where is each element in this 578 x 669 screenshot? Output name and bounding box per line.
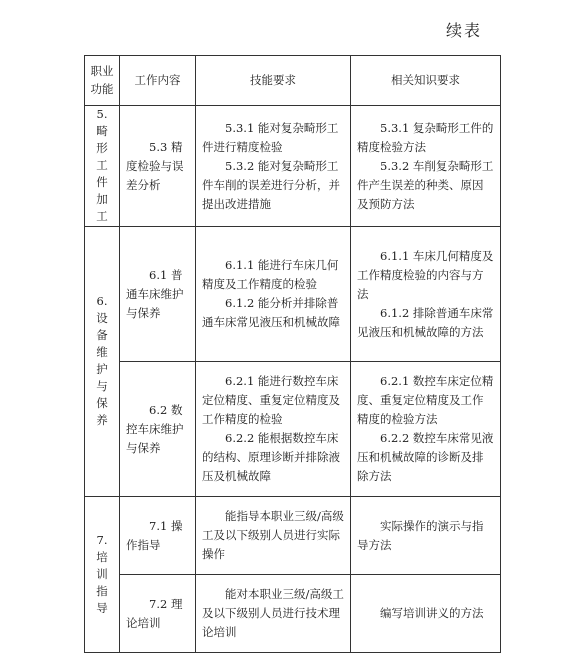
knowledge-cell (351, 575, 501, 653)
header-content: 工作内容 (120, 56, 196, 106)
knowledge-item: 6.2.1 数控车床定位精度、重复定位精度及工作精度的检验方法 (357, 374, 494, 426)
table-row (85, 227, 501, 362)
content-cell: 6.2 数控车床维护与保养 (120, 362, 196, 497)
table-row (85, 362, 501, 497)
knowledge-cell (351, 362, 501, 497)
table-row (85, 575, 501, 653)
knowledge-cell (351, 497, 501, 575)
table-row (85, 106, 501, 227)
content-cell: 6.1 普通车床维护与保养 (120, 227, 196, 362)
content-cell: 7.1 操作指导 (120, 497, 196, 575)
function-cell: 6. 设备维护与保养 (85, 227, 120, 497)
header-knowledge: 相关知识要求 (351, 56, 501, 106)
knowledge-cell (351, 106, 501, 227)
skill-item: 能对本职业三级/高级工及以下级别人员进行技术理论培训 (202, 587, 344, 639)
function-cell: 5. 畸形工件加工 (85, 106, 120, 227)
continued-table-label: 续表 (445, 21, 482, 40)
content-cell: 5.3 精度检验与误差分析 (120, 106, 196, 227)
header-skills: 技能要求 (196, 56, 351, 106)
skill-item: 6.1.1 能进行车床几何精度及工作精度的检验 (202, 258, 339, 291)
skills-cell (196, 575, 351, 653)
knowledge-cell (351, 227, 501, 362)
skill-item: 6.2.2 能根据数控车床的结构、原理诊断并排除液压及机械故障 (202, 431, 340, 483)
skills-cell (196, 227, 351, 362)
knowledge-item: 6.1.1 车床几何精度及工作精度检验的内容与方法 (357, 248, 494, 301)
skills-cell (196, 106, 351, 227)
table-row (85, 497, 501, 575)
header-function: 职业功能 (85, 56, 120, 106)
skill-item: 能指导本职业三级/高级工及以下级别人员进行实际操作 (202, 509, 344, 561)
skill-item: 6.1.2 能分析并排除普通车床常见液压和机械故障 (202, 296, 340, 329)
skills-table (84, 55, 501, 653)
skill-item: 6.2.1 能进行数控车床定位精度、重复定位精度及工作精度的检验 (202, 374, 340, 426)
function-cell: 7. 培训指导 (85, 497, 120, 653)
knowledge-item: 5.3.2 车削复杂畸形工件产生误差的种类、原因及预防方法 (357, 158, 494, 211)
knowledge-item: 6.2.2 数控车床常见液压和机械故障的诊断及排除方法 (357, 431, 494, 483)
knowledge-item: 5.3.1 复杂畸形工件的精度检验方法 (357, 120, 494, 154)
skill-item: 5.3.2 能对复杂畸形工件车削的误差进行分析，并提出改进措施 (202, 158, 340, 211)
skills-cell (196, 362, 351, 497)
knowledge-item: 实际操作的演示与指导方法 (357, 518, 484, 552)
skills-cell (196, 497, 351, 575)
skill-item: 5.3.1 能对复杂畸形工件进行精度检验 (202, 120, 339, 154)
knowledge-item: 6.1.2 排除普通车床常见液压和机械故障的方法 (357, 305, 494, 339)
knowledge-item: 编写培训讲义的方法 (380, 606, 484, 620)
content-cell: 7.2 理论培训 (120, 575, 196, 653)
header-row (85, 56, 501, 106)
